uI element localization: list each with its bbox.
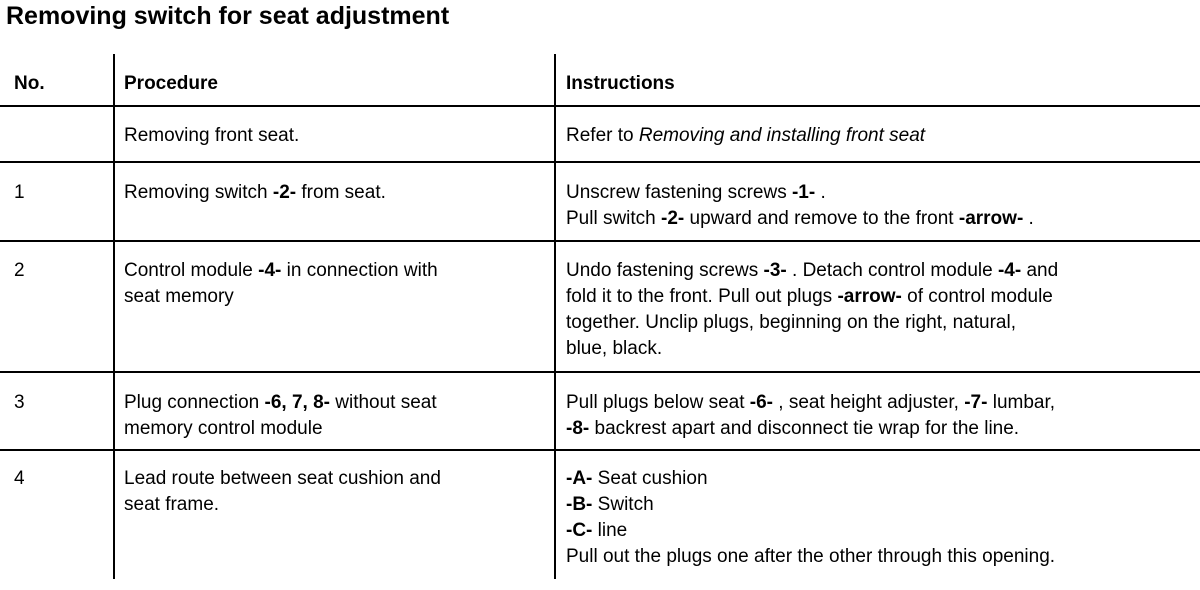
text-segment: Control module <box>124 260 259 281</box>
text-line <box>566 336 1058 362</box>
text-segment: without seat <box>329 392 437 413</box>
text-segment: Refer to <box>566 125 639 146</box>
text-segment: -arrow- <box>958 208 1024 229</box>
text-line <box>566 258 1058 284</box>
cell-no: 1 <box>14 182 25 203</box>
text-segment: -C- <box>566 520 593 541</box>
row-divider <box>0 240 1200 242</box>
text-segment: line <box>592 520 628 541</box>
table-header-divider <box>0 105 1200 107</box>
text-line <box>124 492 441 518</box>
row-divider <box>0 449 1200 451</box>
text-segment: -2- <box>661 208 685 229</box>
cell-no: 3 <box>14 392 25 413</box>
text-segment: Pull plugs below seat <box>566 392 750 413</box>
text-line <box>124 258 438 284</box>
text-segment: upward and remove to the front <box>684 208 959 229</box>
text-segment: -6- <box>749 392 774 413</box>
text-segment: Plug connection <box>124 392 265 413</box>
cell-instructions <box>566 390 1055 442</box>
text-line <box>566 466 1055 492</box>
text-segment: from seat. <box>296 182 386 203</box>
text-segment: Pull out the plugs one after the other through this opening. <box>566 546 1056 567</box>
text-line <box>124 123 299 149</box>
cell-procedure <box>124 390 437 442</box>
text-segment: -arrow- <box>837 286 902 307</box>
cell-procedure <box>124 123 299 149</box>
text-segment: -1- <box>791 182 816 203</box>
text-line <box>566 416 1055 442</box>
text-segment: and <box>1021 260 1059 281</box>
cell-instructions <box>566 466 1055 570</box>
row-divider <box>0 161 1200 163</box>
text-line <box>124 390 437 416</box>
text-segment: -8- <box>566 418 590 439</box>
page-title: Removing switch for seat adjustment <box>6 2 450 30</box>
text-line <box>566 284 1058 310</box>
text-segment: . Detach control module <box>786 260 998 281</box>
text-segment: Undo fastening screws <box>566 260 764 281</box>
text-segment: of control module <box>901 286 1053 307</box>
text-segment: -6, 7, 8- <box>264 392 330 413</box>
text-line <box>124 416 437 442</box>
text-segment: Removing and installing front seat <box>638 125 926 146</box>
text-segment: -A- <box>566 468 593 489</box>
cell-instructions <box>566 123 925 149</box>
text-line <box>566 123 925 149</box>
text-segment: -B- <box>566 494 593 515</box>
column-divider <box>113 54 115 579</box>
text-segment: Pull switch <box>566 208 662 229</box>
text-segment: , seat height adjuster, <box>773 392 965 413</box>
text-line <box>124 284 438 310</box>
text-segment: -4- <box>258 260 282 281</box>
text-line <box>566 310 1058 336</box>
text-segment: Removing front seat. <box>124 125 300 146</box>
text-line <box>566 518 1055 544</box>
text-line <box>566 390 1055 416</box>
cell-procedure <box>124 258 438 310</box>
text-line <box>566 180 1034 206</box>
text-line <box>124 180 386 206</box>
cell-procedure <box>124 466 441 518</box>
text-segment: -3- <box>763 260 787 281</box>
header-instructions: Instructions <box>566 73 675 94</box>
cell-no: 2 <box>14 260 25 281</box>
text-line <box>566 544 1055 570</box>
text-segment: lumbar, <box>987 392 1056 413</box>
text-segment: memory control module <box>124 418 323 439</box>
column-divider <box>554 54 556 579</box>
text-segment: Switch <box>592 494 654 515</box>
text-line <box>566 206 1034 232</box>
text-segment: Removing switch <box>124 182 273 203</box>
text-segment: together. Unclip plugs, beginning on the right, natural, <box>566 312 1016 333</box>
header-procedure: Procedure <box>124 73 218 94</box>
text-segment: -7- <box>964 392 988 413</box>
text-segment: blue, black. <box>566 338 663 359</box>
text-segment: in connection with <box>281 260 438 281</box>
text-segment: . <box>1023 208 1034 229</box>
row-divider <box>0 371 1200 373</box>
text-segment: seat frame. <box>124 494 220 515</box>
text-segment: seat memory <box>124 286 234 307</box>
text-segment: Unscrew fastening screws <box>566 182 792 203</box>
text-segment: Seat cushion <box>592 468 708 489</box>
cell-no: 4 <box>14 468 25 489</box>
cell-instructions <box>566 258 1058 362</box>
header-no: No. <box>14 73 45 94</box>
text-line <box>124 466 441 492</box>
text-line <box>566 492 1055 518</box>
text-segment: -2- <box>272 182 297 203</box>
cell-instructions <box>566 180 1034 232</box>
cell-procedure <box>124 180 386 206</box>
text-segment: fold it to the front. Pull out plugs <box>566 286 838 307</box>
text-segment: backrest apart and disconnect tie wrap for the line. <box>589 418 1020 439</box>
text-segment: . <box>815 182 826 203</box>
text-segment: Lead route between seat cushion and <box>124 468 441 489</box>
text-segment: -4- <box>997 260 1022 281</box>
